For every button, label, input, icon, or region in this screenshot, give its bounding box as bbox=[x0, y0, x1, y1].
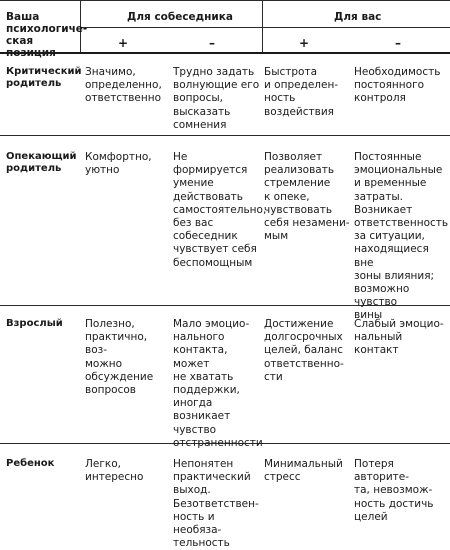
row-label-child: Ребенок bbox=[6, 458, 55, 469]
row-label-adult: Взрослый bbox=[6, 318, 63, 329]
header-partner-plus: + bbox=[118, 36, 129, 50]
cell-nurturing-you-plus: Позволяет реализовать стремление к опеке, чувствовать себя незамени- мым bbox=[264, 151, 350, 243]
cell-child-you-minus: Потеря авторите- та, невозмож- ность достичь целей bbox=[354, 458, 434, 523]
cell-child-you-plus: Минимальный стресс bbox=[264, 458, 343, 484]
cell-critical-you-plus: Быстрота и определен- ность воздействия bbox=[264, 66, 339, 118]
cell-adult-partner-plus: Полезно, практично, воз- можно обсуждение вопросов bbox=[85, 318, 154, 397]
row-label-nurturing-parent: Опекающий родитель bbox=[6, 151, 77, 174]
cell-nurturing-partner-minus: Не формируется умение действовать самостоятельно, без вас собеседник чувствует себя беспомощным bbox=[173, 151, 267, 269]
header-divider-groups bbox=[262, 0, 263, 52]
cell-nurturing-partner-plus: Комфортно, уютно bbox=[85, 151, 152, 177]
header-for-you: Для вас bbox=[334, 11, 382, 23]
row-label-critical-parent: Критический родитель bbox=[6, 66, 82, 89]
header-partner-minus: – bbox=[209, 36, 215, 50]
cell-child-partner-minus: Непонятен практический выход. Безответствен- ность и необяза- тельность bbox=[173, 458, 259, 550]
row-divider-1 bbox=[0, 135, 450, 136]
header-group-rule bbox=[80, 27, 450, 28]
cell-adult-you-minus: Слабый эмоцио- нальный контакт bbox=[354, 318, 444, 357]
header-you-plus: + bbox=[299, 36, 310, 50]
cell-nurturing-you-minus: Постоянные эмоциональные и временные затраты. Возникает ответственность за ситуации, находящиеся вне зоны влияния; возможно чувство вины bbox=[354, 151, 449, 322]
header-you-minus: – bbox=[395, 36, 401, 50]
header-for-partner: Для собеседника bbox=[127, 11, 233, 23]
cell-adult-partner-minus: Мало эмоцио- нального контакта, может не хватать поддержки, иногда возникает чувство отстраненности bbox=[173, 318, 263, 449]
cell-critical-partner-minus: Трудно задать волнующие его вопросы, высказать сомнения bbox=[173, 66, 260, 131]
cell-critical-partner-plus: Значимо, определенно, ответственно bbox=[85, 66, 162, 105]
cell-child-partner-plus: Легко, интересно bbox=[85, 458, 144, 484]
table-top-rule bbox=[0, 0, 450, 1]
cell-adult-you-plus: Достижение долгосрочных целей, баланс ответственно- сти bbox=[264, 318, 344, 383]
header-position-label: Ваша психологиче- ская позиция bbox=[6, 11, 88, 59]
cell-critical-you-minus: Необходимость постоянного контроля bbox=[354, 66, 441, 105]
